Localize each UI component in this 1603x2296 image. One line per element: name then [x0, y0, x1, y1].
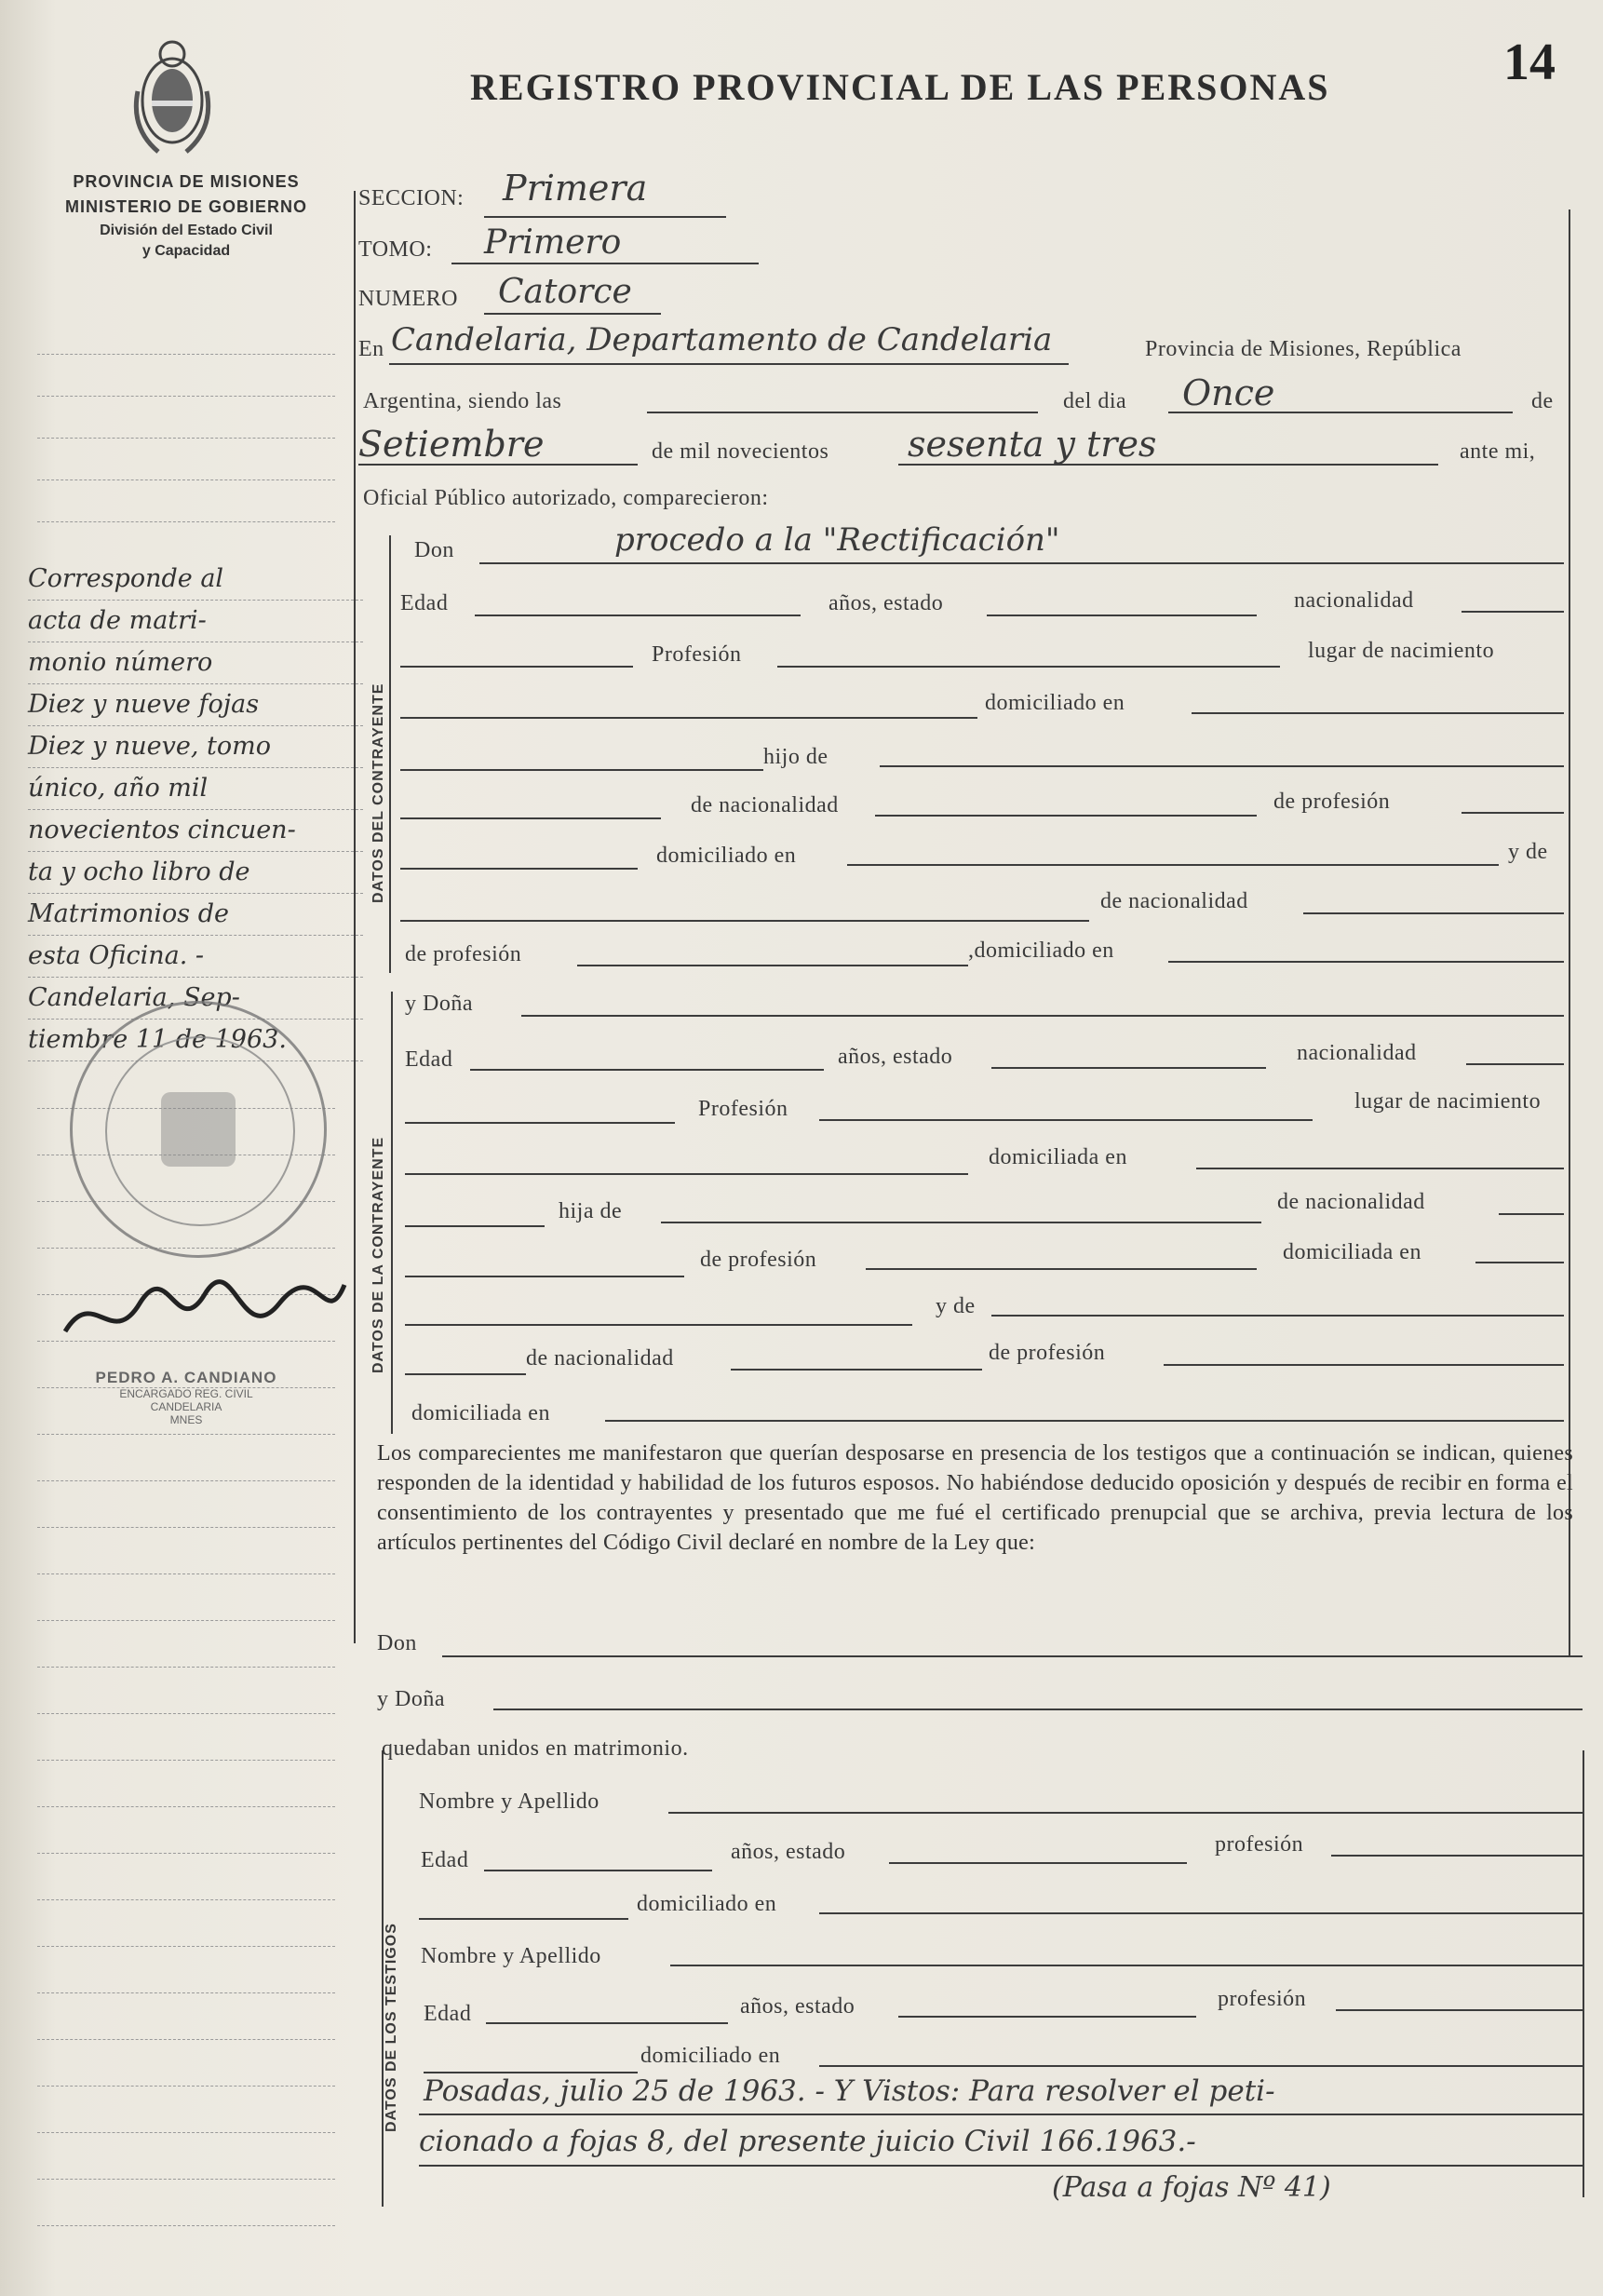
official-stamp — [70, 1001, 327, 1258]
de-profesion-label-2: de profesión — [405, 942, 522, 966]
margin-note-line: novecientos cincuen- — [28, 810, 363, 852]
numero-value[interactable]: Catorce — [498, 273, 632, 311]
signature — [56, 1266, 354, 1359]
de-nacionalidad-label-2: de nacionalidad — [1100, 889, 1248, 913]
declaration-paragraph: Los comparecientes me manifestaron que querían desposarse en presencia de los testigos que a continuación se indican, quienes responden de la identidad y habilidad de los futuros esposos. No habiéndose deducido oposición y después de recibir en forma el consentimiento de los contrayentes y presentado que me fué el certificado prenupcial que se archiva, previa lectura de los artículos pertinentes del Código Civil declaré en nombre de la Ley que: — [377, 1441, 1573, 1555]
de-profesion-label: de profesión — [1273, 790, 1391, 814]
testigo1-nombre-label: Nombre y Apellido — [419, 1790, 599, 1814]
domiciliada-en-label-3: domiciliada en — [411, 1401, 550, 1425]
seccion-label: SECCION: — [358, 186, 465, 210]
quedaban-text: quedaban unidos en matrimonio. — [382, 1736, 689, 1761]
testigo2-profesion-label: profesión — [1218, 1987, 1307, 2011]
annotation-line-3: (Pasa a fojas Nº 41) — [1052, 2171, 1331, 2204]
en-value[interactable]: Candelaria, Departamento de Candelaria — [391, 321, 1053, 358]
decl-don-label: Don — [377, 1631, 417, 1655]
y-de-label: y de — [1508, 840, 1548, 864]
dia-value[interactable]: Once — [1182, 372, 1275, 413]
ante-mi-text: ante mi, — [1460, 439, 1536, 464]
org-division: División del Estado Civil — [100, 223, 273, 238]
domiciliado-label: domiciliado en — [985, 691, 1125, 715]
anos-estado-label-2: años, estado — [838, 1045, 953, 1069]
argentina-text: Argentina, siendo las — [363, 389, 562, 413]
margin-note-line: Diez y nueve fojas — [28, 684, 363, 726]
testigo1-anos-estado-label: años, estado — [731, 1840, 846, 1864]
stamp-name: PEDRO A. CANDIANO — [95, 1369, 277, 1386]
margin-note-line: Diez y nueve, tomo — [28, 726, 363, 768]
de-profesion-label-4: de profesión — [989, 1341, 1106, 1365]
de-profesion-label-3: de profesión — [700, 1248, 817, 1272]
annotation-line-1: Posadas, julio 25 de 1963. - Y Vistos: Para resolver el peti- — [424, 2074, 1275, 2108]
annotation-line-2: cionado a fojas 8, del presente juicio Civil 166.1963.- — [419, 2125, 1196, 2158]
testigo1-profesion-label: profesión — [1215, 1832, 1304, 1857]
tomo-value[interactable]: Primero — [484, 223, 622, 262]
page-number: 14 — [1503, 34, 1556, 91]
domiciliada-label: domiciliada en — [989, 1145, 1127, 1169]
seccion-value[interactable]: Primera — [503, 168, 648, 209]
oficial-text: Oficial Público autorizado, comparecieron: — [363, 486, 769, 510]
margin-note-line: acta de matri- — [28, 601, 363, 642]
testigo1-edad-label: Edad — [421, 1848, 469, 1872]
profesion-label-2: Profesión — [698, 1097, 788, 1121]
anos-estado-label: años, estado — [828, 591, 944, 615]
margin-note — [28, 559, 363, 1061]
del-dia-text: del dia — [1063, 389, 1127, 413]
don-label: Don — [414, 538, 454, 562]
lugar-nacimiento-label: lugar de nacimiento — [1308, 639, 1495, 663]
y-de-label-2: y de — [936, 1294, 976, 1318]
hijo-de-label: hijo de — [763, 745, 828, 769]
testigo1-domiciliado-label: domiciliado en — [637, 1892, 777, 1916]
de-text: de — [1531, 389, 1554, 413]
stamp-sub1: ENCARGADO REG. CIVIL — [119, 1387, 253, 1400]
edad-label: Edad — [400, 591, 449, 615]
domiciliada-en-label-2: domiciliada en — [1283, 1240, 1421, 1264]
org-ministry: MINISTERIO DE GOBIERNO — [64, 197, 308, 216]
page-title: REGISTRO PROVINCIAL DE LAS PERSONAS — [470, 66, 1330, 108]
nacionalidad-label-2: nacionalidad — [1297, 1041, 1417, 1065]
lugar-nacimiento-label-2: lugar de nacimiento — [1354, 1089, 1542, 1114]
contrayente-section-label: DATOS DEL CONTRAYENTE — [370, 682, 386, 903]
coat-of-arms-icon — [130, 26, 214, 166]
testigo2-anos-estado-label: años, estado — [740, 1994, 855, 2019]
testigo2-edad-label: Edad — [424, 2002, 472, 2026]
margin-note-line: ta y ocho libro de — [28, 852, 363, 894]
de-nacionalidad-label-3: de nacionalidad — [1277, 1190, 1425, 1214]
margin-note-line: tiembre 11 de 1963. — [28, 1020, 363, 1061]
margin-note-line: esta Oficina. - — [28, 936, 363, 978]
margin-note-line: monio número — [28, 642, 363, 684]
don-value[interactable]: procedo a la "Rectificación" — [614, 521, 1060, 559]
numero-label: NUMERO — [358, 287, 459, 311]
domiciliado-en-label-3: ,domiciliado en — [968, 939, 1114, 963]
mes-value[interactable]: Setiembre — [358, 424, 545, 465]
decl-dona-label: y Doña — [377, 1687, 445, 1711]
en-label: En — [358, 337, 384, 361]
profesion-label: Profesión — [652, 642, 742, 667]
dona-label: y Doña — [405, 992, 473, 1016]
testigo2-nombre-label: Nombre y Apellido — [421, 1944, 601, 1968]
provincia-text: Provincia de Misiones, República — [1145, 337, 1462, 361]
org-capacity: y Capacidad — [141, 243, 231, 259]
margin-note-line: Matrimonios de — [28, 894, 363, 936]
contrayente-fem-section-label: DATOS DE LA CONTRAYENTE — [370, 1136, 386, 1373]
testigos-section-label: DATOS DE LOS TESTIGOS — [384, 1923, 399, 2132]
de-nacionalidad-label: de nacionalidad — [691, 793, 839, 817]
margin-note-line: Corresponde al — [28, 559, 363, 601]
org-province: PROVINCIA DE MISIONES — [73, 172, 300, 191]
tomo-label: TOMO: — [358, 237, 433, 262]
testigo2-domiciliado-label: domiciliado en — [640, 2044, 781, 2068]
de-mil-text: de mil novecientos — [652, 439, 829, 464]
nacionalidad-label: nacionalidad — [1294, 588, 1414, 613]
margin-note-line: Candelaria, Sep- — [28, 978, 363, 1020]
de-nacionalidad-label-4: de nacionalidad — [526, 1346, 674, 1371]
stamp-sub3: MNES — [169, 1413, 203, 1426]
anio-value[interactable]: sesenta y tres — [908, 424, 1157, 465]
edad-label-2: Edad — [405, 1047, 453, 1072]
domiciliado-en-label-2: domiciliado en — [656, 844, 797, 868]
margin-note-line: único, año mil — [28, 768, 363, 810]
hija-de-label: hija de — [559, 1199, 623, 1223]
stamp-sub2: CANDELARIA — [150, 1400, 222, 1413]
